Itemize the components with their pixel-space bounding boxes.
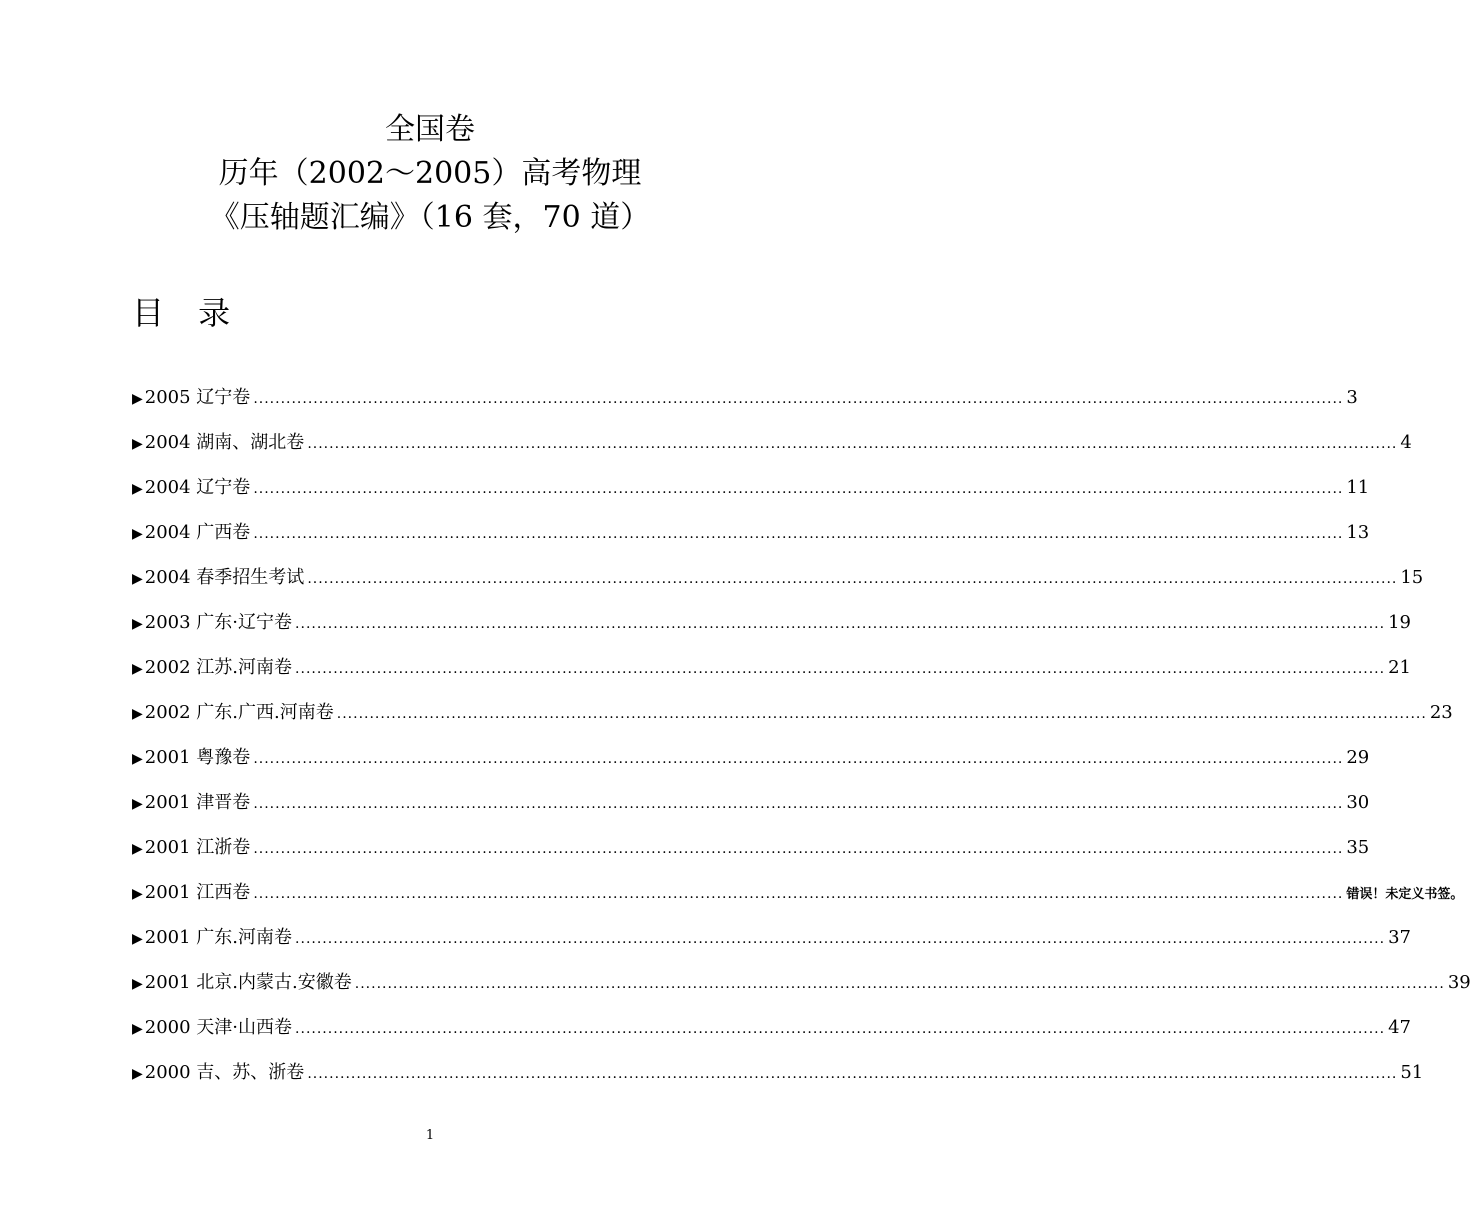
toc-entry-label: 2004 湖南、湖北卷 [144, 432, 305, 453]
toc-entry-label: 2004 辽宁卷 [144, 477, 251, 498]
triangle-bullet-icon: ▶ [132, 841, 143, 857]
toc-entry-error-text: 错误！未定义书签。 [1346, 887, 1464, 902]
triangle-bullet-icon: ▶ [132, 751, 143, 767]
dot-leader: ........................................................................................................................................................................................................ [295, 616, 1386, 632]
toc-entry-page: 13 [1346, 522, 1370, 543]
toc-entry[interactable] [132, 970, 1471, 1015]
dot-leader: ........................................................................................................................................................................................................ [295, 661, 1386, 677]
toc-entry-page: 15 [1400, 567, 1424, 588]
toc-entry[interactable] [132, 880, 1464, 925]
dot-leader: ........................................................................................................................................................................................................ [354, 976, 1445, 992]
toc-entry-label: 2001 广东.河南卷 [144, 927, 293, 948]
toc-entry-page: 19 [1388, 612, 1411, 633]
toc-entry[interactable] [132, 835, 1370, 880]
toc-entry[interactable] [132, 925, 1411, 970]
toc-entry[interactable] [132, 520, 1370, 565]
toc-entry-page: 3 [1346, 387, 1358, 408]
dot-leader: ........................................................................................................................................................................................................ [253, 481, 1344, 497]
toc-entry[interactable] [132, 745, 1370, 790]
triangle-bullet-icon: ▶ [132, 976, 143, 992]
dot-leader: ........................................................................................................................................................................................................ [336, 706, 1427, 722]
toc-entry-label: 2000 天津·山西卷 [144, 1017, 293, 1038]
dot-leader: ........................................................................................................................................................................................................ [307, 1066, 1398, 1082]
table-of-contents [132, 385, 1471, 1105]
toc-entry-page: 29 [1346, 747, 1370, 768]
title-line-1: 全国卷 [385, 112, 475, 147]
toc-entry-page: 11 [1346, 477, 1370, 498]
triangle-bullet-icon: ▶ [132, 391, 143, 407]
triangle-bullet-icon: ▶ [132, 616, 143, 632]
triangle-bullet-icon: ▶ [132, 661, 143, 677]
toc-entry[interactable] [132, 655, 1411, 700]
dot-leader: ........................................................................................................................................................................................................ [307, 436, 1398, 452]
toc-entry-page: 4 [1400, 432, 1412, 453]
toc-entry[interactable] [132, 565, 1424, 610]
toc-entry-page: 21 [1388, 657, 1411, 678]
toc-entry[interactable] [132, 430, 1412, 475]
triangle-bullet-icon: ▶ [132, 1021, 143, 1037]
triangle-bullet-icon: ▶ [132, 481, 143, 497]
dot-leader: ........................................................................................................................................................................................................ [253, 841, 1344, 857]
toc-entry-page: 51 [1400, 1062, 1424, 1083]
triangle-bullet-icon: ▶ [132, 706, 143, 722]
dot-leader: ........................................................................................................................................................................................................ [253, 796, 1344, 812]
triangle-bullet-icon: ▶ [132, 796, 143, 812]
dot-leader: ........................................................................................................................................................................................................ [253, 526, 1344, 542]
toc-entry-label: 2002 广东.广西.河南卷 [144, 702, 334, 723]
dot-leader: ........................................................................................................................................................................................................ [253, 886, 1344, 902]
title-line-2: 历年（2002～2005）高考物理 [218, 156, 642, 191]
toc-entry-label: 2002 江苏.河南卷 [144, 657, 293, 678]
document-title [0, 108, 860, 240]
page-number: 1 [425, 1128, 435, 1143]
toc-entry-label: 2004 春季招生考试 [144, 567, 305, 588]
toc-entry-label: 2001 津晋卷 [144, 792, 251, 813]
toc-entry-page: 23 [1429, 702, 1453, 723]
toc-entry[interactable] [132, 385, 1358, 430]
toc-entry[interactable] [132, 610, 1411, 655]
dot-leader: ........................................................................................................................................................................................................ [307, 571, 1398, 587]
toc-entry-page: 30 [1346, 792, 1370, 813]
toc-entry-page: 47 [1388, 1017, 1411, 1038]
dot-leader: ........................................................................................................................................................................................................ [253, 751, 1344, 767]
toc-entry-label: 2001 江西卷 [144, 882, 251, 903]
triangle-bullet-icon: ▶ [132, 526, 143, 542]
toc-entry-label: 2005 辽宁卷 [144, 387, 251, 408]
triangle-bullet-icon: ▶ [132, 1066, 143, 1082]
toc-entry[interactable] [132, 790, 1370, 835]
title-line-3: 《压轴题汇编》（16 套，70 道） [209, 200, 651, 235]
toc-entry[interactable] [132, 1060, 1424, 1105]
triangle-bullet-icon: ▶ [132, 571, 143, 587]
dot-leader: ........................................................................................................................................................................................................ [253, 391, 1344, 407]
toc-entry-page: 37 [1388, 927, 1411, 948]
triangle-bullet-icon: ▶ [132, 436, 143, 452]
toc-entry-label: 2003 广东·辽宁卷 [144, 612, 293, 633]
toc-entry-page: 35 [1346, 837, 1370, 858]
toc-entry[interactable] [132, 1015, 1411, 1060]
dot-leader: ........................................................................................................................................................................................................ [295, 1021, 1386, 1037]
toc-entry[interactable] [132, 475, 1370, 520]
toc-entry-label: 2001 粤豫卷 [144, 747, 251, 768]
dot-leader: ........................................................................................................................................................................................................ [295, 931, 1386, 947]
toc-entry[interactable] [132, 700, 1453, 745]
triangle-bullet-icon: ▶ [132, 886, 143, 902]
triangle-bullet-icon: ▶ [132, 931, 143, 947]
toc-entry-label: 2001 江浙卷 [144, 837, 251, 858]
toc-entry-page: 39 [1447, 972, 1471, 993]
toc-entry-label: 2000 吉、苏、浙卷 [144, 1062, 305, 1083]
toc-heading: 目 录 [132, 294, 243, 332]
toc-entry-label: 2004 广西卷 [144, 522, 251, 543]
toc-entry-label: 2001 北京.内蒙古.安徽卷 [144, 972, 352, 993]
